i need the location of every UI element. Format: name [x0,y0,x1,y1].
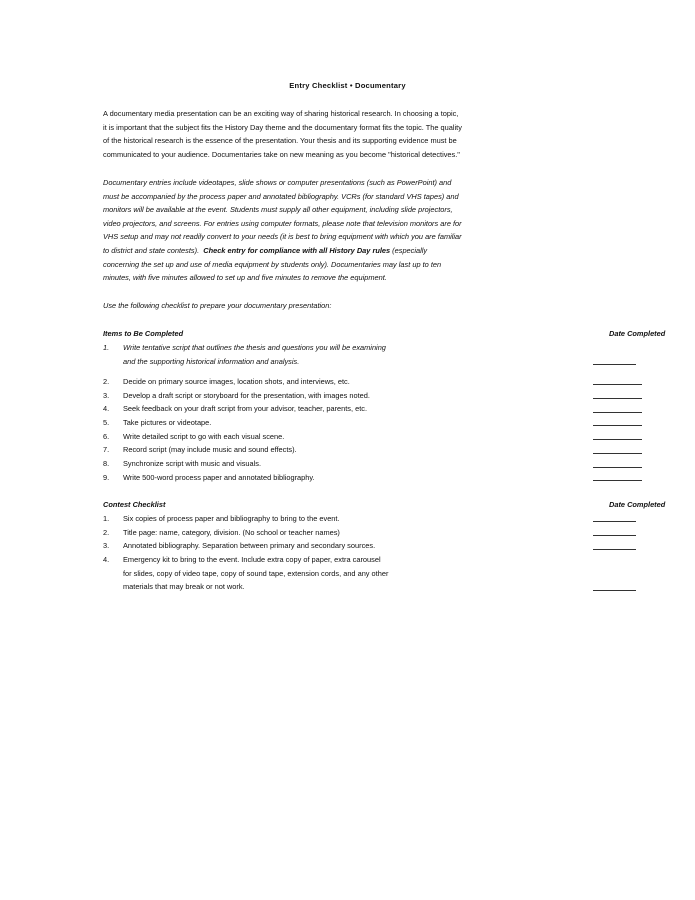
date-completed-line[interactable] [593,590,636,591]
notes-line: must be accompanied by the process paper and annotated bibliography. VCRs (for standard VHS tapes) and [103,191,459,201]
item-number: 9. [103,473,110,482]
item-text: Write 500-word process paper and annotated bibliography. [123,473,315,482]
item-text: Write tentative script that outlines the thesis and questions you will be examining [123,343,386,352]
item-text: Develop a draft script or storyboard for the presentation, with images noted. [123,391,370,400]
item-number: 3. [103,391,110,400]
date-completed-line[interactable] [593,480,642,481]
notes-line: VHS setup and may not readily convert to your needs (it is best to bring equipment with which you are familiar [103,232,462,242]
item-text: Emergency kit to bring to the event. Include extra copy of paper, extra carousel [123,555,381,564]
item-text: Seek feedback on your draft script from your advisor, teacher, parents, etc. [123,404,368,413]
date-completed-line[interactable] [593,425,642,426]
notes-line: monitors will be available at the event. Students must supply all other equipment, including slide projectors, [103,205,453,215]
item-number: 8. [103,459,110,468]
intro-line: A documentary media presentation can be an exciting way of sharing historical research. In choosing a topic, [103,109,459,118]
date-completed-line[interactable] [593,521,636,522]
date-completed-line[interactable] [593,535,636,536]
item-text: Title page: name, category, division. (No school or teacher names) [123,528,340,537]
date-completed-line[interactable] [593,439,642,440]
notes-line: video projectors, and screens. For entries using computer formats, please note that television monitors are for [103,218,462,228]
date-completed-line[interactable] [593,412,642,413]
item-number: 2. [103,377,110,386]
date-completed-line[interactable] [593,467,642,468]
date-completed-line[interactable] [593,384,642,385]
items-section-heading: Items to Be Completed [103,329,184,338]
item-number: 6. [103,432,110,441]
date-completed-line[interactable] [593,453,642,454]
item-text: Take pictures or videotape. [123,418,212,427]
notes-line: minutes, with five minutes allowed to set up and five minutes to remove the equipment. [103,273,387,283]
intro-line: it is important that the subject fits the History Day theme and the documentary format fits the topic. The quality [103,122,462,132]
item-number: 5. [103,418,110,427]
notes-line: Documentary entries include videotapes, slide shows or computer presentations (such as PowerPoint) and [103,178,452,187]
item-text: for slides, copy of video tape, copy of sound tape, extension cords, and any other [123,568,389,578]
notes-paragraph [103,176,495,285]
date-completed-line[interactable] [593,364,636,365]
item-number: 2. [103,528,110,537]
intro-paragraph [103,107,495,161]
item-number: 3. [103,541,110,550]
item-number: 4. [103,404,110,413]
notes-text: (especially [390,245,428,255]
notes-line: concerning the set up and use of media equipment by students only). Documentaries may last up to ten [103,259,442,269]
item-number: 4. [103,555,110,564]
notes-text: to district and state contests). [103,245,204,255]
item-text: Annotated bibliography. Separation between primary and secondary sources. [123,541,376,550]
page-title: Entry Checklist • Documentary [289,81,406,90]
item-number: 1. [103,343,110,352]
intro-line: of the historical research is the essence of the presentation. Your thesis and its supporting evidence must be [103,136,457,146]
contest-date-heading: Date Completed [609,500,666,509]
item-text: and the supporting historical information and analysis. [123,356,300,366]
rules-compliance-note: Check entry for compliance with all History Day rules [203,245,391,255]
item-number: 7. [103,445,110,454]
item-text: Six copies of process paper and bibliography to bring to the event. [123,514,340,523]
item-text: Write detailed script to go with each visual scene. [123,432,285,441]
item-text: Decide on primary source images, location shots, and interviews, etc. [123,377,350,386]
notes-line [103,244,495,258]
contest-section-heading: Contest Checklist [103,500,166,509]
item-text: Synchronize script with music and visuals. [123,459,262,468]
instruction-text: Use the following checklist to prepare your documentary presentation: [103,301,332,310]
item-number: 1. [103,514,110,523]
item-text: Record script (may include music and sound effects). [123,445,297,454]
date-completed-line[interactable] [593,398,642,399]
date-completed-line[interactable] [593,549,636,550]
intro-line: communicated to your audience. Documentaries take on new meaning as you become "historical detectives." [103,149,460,159]
items-date-heading: Date Completed [609,329,666,338]
item-text: materials that may break or not work. [123,582,245,592]
